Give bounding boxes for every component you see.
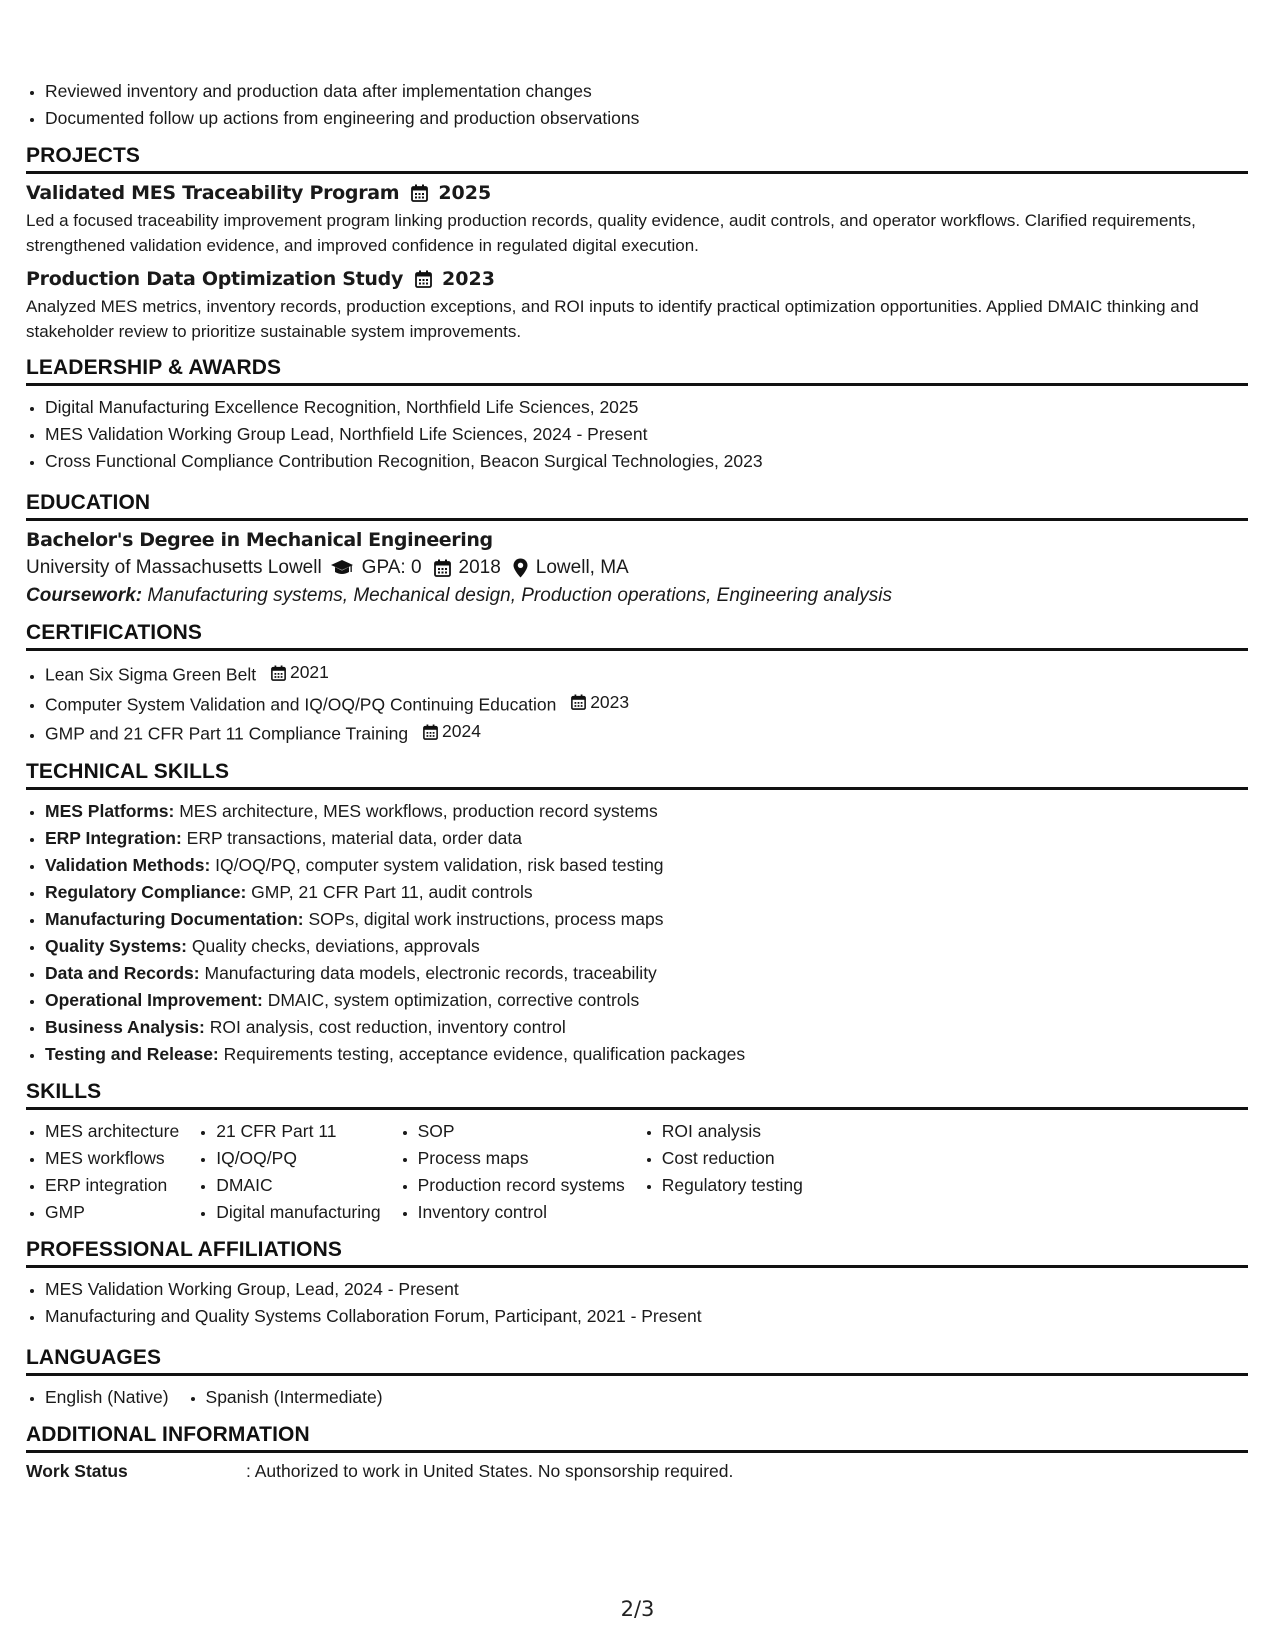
skill-label: Operational Improvement: <box>45 989 263 1010</box>
list-item: • Digital manufacturing <box>216 1199 380 1226</box>
languages-column <box>187 1384 383 1411</box>
section-title-certifications: CERTIFICATIONS <box>26 621 1248 651</box>
section-title-additional-information: ADDITIONAL INFORMATION <box>26 1423 1248 1453</box>
project-description: Analyzed MES metrics, inventory records, production exceptions, and ROI inputs to identify practical optimization opportunities. Applied DMAIC thinking and stakeholder review to prioritize sustainable system improvements. <box>26 297 1199 341</box>
list-item: • Production record systems <box>418 1172 625 1199</box>
education-gpa: GPA: 0 <box>361 557 422 578</box>
list-item <box>45 906 1248 933</box>
education-school: University of Massachusetts Lowell <box>26 557 322 578</box>
list-item <box>45 852 1248 879</box>
skill-value: MES architecture, MES workflows, production record systems <box>179 800 658 821</box>
skill-label: Data and Records: <box>45 962 200 983</box>
skill-value: GMP, 21 CFR Part 11, audit controls <box>251 881 533 902</box>
calendar-icon <box>571 694 586 710</box>
list-item: • Spanish (Intermediate) <box>206 1384 383 1411</box>
languages-column <box>26 1384 169 1411</box>
list-item: • MES Validation Working Group Lead, Northfield Life Sciences, 2024 - Present <box>45 421 1248 448</box>
list-item: • MES architecture <box>45 1118 179 1145</box>
list-item: • IQ/OQ/PQ <box>216 1145 380 1172</box>
list-item <box>45 879 1248 906</box>
skill-label: Testing and Release: <box>45 1043 219 1064</box>
skill-value: DMAIC, system optimization, corrective controls <box>267 989 640 1010</box>
list-item <box>45 987 1248 1014</box>
page-number: 2/3 <box>620 1597 655 1621</box>
leadership-list <box>26 394 1248 475</box>
skill-value: SOPs, digital work instructions, process maps <box>308 908 664 929</box>
certifications-list <box>26 659 1248 748</box>
skills-column <box>197 1118 380 1226</box>
skill-value: ERP transactions, material data, order data <box>186 827 522 848</box>
section-title-languages: LANGUAGES <box>26 1346 1248 1376</box>
certification-year: 2024 <box>442 721 481 741</box>
project-year: 2025 <box>438 182 492 204</box>
certification-year: 2023 <box>590 691 630 712</box>
list-item: • GMP <box>45 1199 179 1226</box>
project-name: Validated MES Traceability Program <box>26 182 400 204</box>
skill-label: MES Platforms: <box>45 800 175 821</box>
calendar-icon <box>423 724 438 740</box>
education-details <box>26 557 1248 579</box>
education-location: Lowell, MA <box>535 557 629 578</box>
list-item: • Inventory control <box>418 1199 625 1226</box>
calendar-icon <box>271 665 286 681</box>
skill-label: Manufacturing Documentation: <box>45 908 304 929</box>
education-coursework <box>26 585 1248 607</box>
experience-bullets <box>26 78 1248 132</box>
list-item: • Cost reduction <box>662 1145 803 1172</box>
skills-grid <box>26 1118 1248 1226</box>
project-title <box>26 268 1248 290</box>
list-item: • Documented follow up actions from engineering and production observations <box>45 105 1248 132</box>
skill-value: ROI analysis, cost reduction, inventory control <box>209 1016 566 1037</box>
calendar-icon <box>415 270 432 288</box>
list-item: • Manufacturing and Quality Systems Collaboration Forum, Participant, 2021 - Present <box>45 1303 1248 1330</box>
skill-label: Regulatory Compliance: <box>45 881 247 902</box>
coursework-label: Coursework: <box>26 585 143 606</box>
list-item: • Cross Functional Compliance Contribution Recognition, Beacon Surgical Technologies, 2023 <box>45 448 1248 475</box>
list-item: • ROI analysis <box>662 1118 803 1145</box>
section-title-leadership: LEADERSHIP & AWARDS <box>26 356 1248 386</box>
project-description: Led a focused traceability improvement program linking production records, quality evidence, audit controls, and operator workflows. Clarified requirements, strengthened validation evidence, and improved confidence in regulated digital execution. <box>26 211 1196 255</box>
languages-row <box>26 1384 1248 1411</box>
affiliations-list <box>26 1276 1248 1330</box>
resume-page <box>26 78 1248 1482</box>
work-status-row <box>26 1461 1248 1482</box>
section-title-education: EDUCATION <box>26 491 1248 521</box>
skills-column <box>26 1118 179 1226</box>
list-item: • Digital Manufacturing Excellence Recognition, Northfield Life Sciences, 2025 <box>45 394 1248 421</box>
skill-label: ERP Integration: <box>45 827 182 848</box>
skill-value: Manufacturing data models, electronic records, traceability <box>204 962 657 983</box>
skills-column <box>399 1118 625 1226</box>
map-pin-icon <box>513 558 528 578</box>
list-item: • Process maps <box>418 1145 625 1172</box>
section-title-projects: PROJECTS <box>26 144 1248 174</box>
calendar-icon <box>434 559 451 577</box>
skill-label: Business Analysis: <box>45 1016 205 1037</box>
certification-name: Computer System Validation and IQ/OQ/PQ Continuing Education <box>45 694 557 714</box>
skill-label: Quality Systems: <box>45 935 187 956</box>
list-item: • ERP integration <box>45 1172 179 1199</box>
certification-name: GMP and 21 CFR Part 11 Compliance Training <box>45 723 409 744</box>
list-item: • 21 CFR Part 11 <box>216 1118 380 1145</box>
skill-label: Validation Methods: <box>45 854 211 875</box>
work-status-value: : Authorized to work in United States. No sponsorship required. <box>246 1460 734 1481</box>
list-item: • DMAIC <box>216 1172 380 1199</box>
technical-skills-list <box>26 798 1248 1068</box>
education-year: 2018 <box>458 557 501 578</box>
project-year: 2023 <box>442 268 495 290</box>
work-status-label: Work Status <box>26 1460 128 1481</box>
list-item <box>45 659 1248 689</box>
certification-name: Lean Six Sigma Green Belt <box>45 664 257 685</box>
list-item <box>45 933 1248 960</box>
education-degree: Bachelor's Degree in Mechanical Engineering <box>26 529 493 551</box>
list-item: • Reviewed inventory and production data after implementation changes <box>45 78 1248 105</box>
coursework-value: Manufacturing systems, Mechanical design, Production operations, Engineering analysis <box>147 585 892 606</box>
project-name: Production Data Optimization Study <box>26 268 404 290</box>
skill-value: Quality checks, deviations, approvals <box>191 935 480 956</box>
list-item <box>45 798 1248 825</box>
section-title-technical-skills: TECHNICAL SKILLS <box>26 760 1248 790</box>
section-title-skills: SKILLS <box>26 1080 1248 1110</box>
list-item: • MES Validation Working Group, Lead, 2024 - Present <box>45 1276 1248 1303</box>
section-title-affiliations: PROFESSIONAL AFFILIATIONS <box>26 1238 1248 1268</box>
calendar-icon <box>411 184 428 202</box>
list-item <box>45 718 1248 748</box>
list-item <box>45 1041 1248 1068</box>
skill-value: IQ/OQ/PQ, computer system validation, risk based testing <box>215 854 664 875</box>
certification-year: 2021 <box>289 662 329 682</box>
project-title <box>26 182 1248 204</box>
list-item: • SOP <box>418 1118 625 1145</box>
skills-column <box>643 1118 803 1226</box>
graduation-cap-icon <box>330 559 354 577</box>
list-item <box>45 960 1248 987</box>
skill-value: Requirements testing, acceptance evidence, qualification packages <box>223 1043 746 1064</box>
list-item <box>45 689 1248 719</box>
list-item: • English (Native) <box>45 1384 169 1411</box>
list-item <box>45 1014 1248 1041</box>
list-item <box>45 825 1248 852</box>
list-item: • MES workflows <box>45 1145 179 1172</box>
list-item: • Regulatory testing <box>662 1172 803 1199</box>
